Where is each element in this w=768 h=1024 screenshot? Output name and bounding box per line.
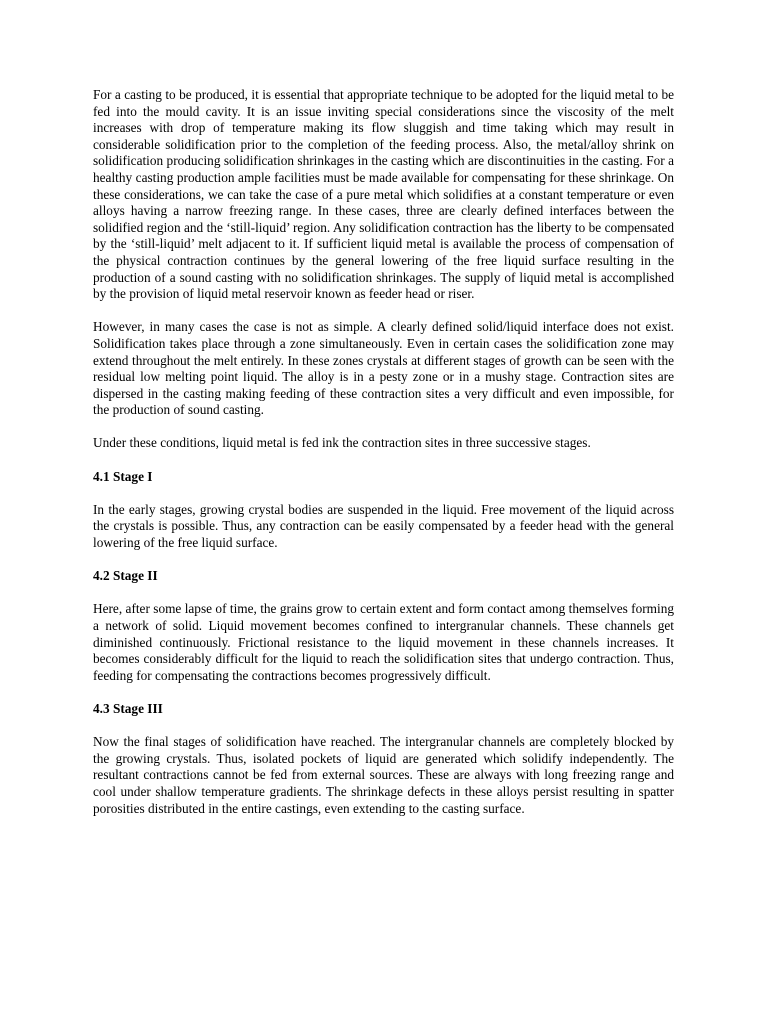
paragraph-stage-2: Here, after some lapse of time, the grains grow to certain extent and form contact among themselves forming a network of solid. Liquid movement becomes confined to intergranular channels. These channels get diminished continuously. Frictional resistance to the liquid movement in these channels increases. It becomes considerably difficult for the liquid to reach the solidification sites that undergo contraction. Thus, feeding for compensating the contractions becomes progressively difficult. bbox=[93, 601, 674, 683]
document-page bbox=[93, 87, 674, 834]
section-heading-stage-3: 4.3 Stage III bbox=[93, 700, 163, 716]
section-heading-stage-2: 4.2 Stage II bbox=[93, 568, 158, 584]
paragraph-stage-3: Now the final stages of solidification have reached. The intergranular channels are completely blocked by the growing crystals. Thus, isolated pockets of liquid are generated which solidify independently. The resultant contractions cannot be fed from external sources. These are always with long freezing range and cool under shallow temperature gradients. The shrinkage defects in these alloys persist resulting in spatter porosities distributed in the entire castings, even extending to the casting surface. bbox=[93, 734, 674, 816]
paragraph-three-stages: Under these conditions, liquid metal is fed ink the contraction sites in three successive stages. bbox=[93, 435, 591, 451]
section-heading-stage-1: 4.1 Stage I bbox=[93, 468, 153, 484]
paragraph-mushy-zone: However, in many cases the case is not as simple. A clearly defined solid/liquid interface does not exist. Solidification takes place through a zone simultaneously. Even in certain cases the solidification zone may extend throughout the melt entirely. In these zones crystals at different stages of growth can be seen with the residual low melting point liquid. The alloy is in a pesty zone or in a mushy stage. Contraction sites are dispersed in the casting making feeding of these contraction sites a very difficult and even impossible, for the production of sound casting. bbox=[93, 319, 674, 418]
paragraph-feeding-intro: For a casting to be produced, it is essential that appropriate technique to be adopted for the liquid metal to be fed into the mould cavity. It is an issue inviting special considerations since the viscosity of the melt increases with drop of temperature making its flow sluggish and time taking which may result in considerable solidification prior to the completion of the feeding process. Also, the metal/alloy shrink on solidification producing solidification shrinkages in the casting which are discontinuities in the casting. For a healthy casting production ample facilities must be made available for compensating for these shrinkage. On these considerations, we can take the case of a pure metal which solidifies at a constant temperature or even alloys having a narrow freezing range. In these cases, three are clearly defined interfaces between the solidified region and the ‘still-liquid’ region. Any solidification contraction has the liberty to be compensated by the ‘still-liquid’ melt adjacent to it. If sufficient liquid metal is available the process of compensation of the physical contraction continues by the general lowering of the free liquid surface resulting in the production of a sound casting with no solidification shrinkages. The supply of liquid metal is accomplished by the provision of liquid metal reservoir known as feeder head or riser. bbox=[93, 87, 674, 302]
paragraph-stage-1: In the early stages, growing crystal bodies are suspended in the liquid. Free movement of the liquid across the crystals is possible. Thus, any contraction can be easily compensated by a feeder head with the general lowering of the free liquid surface. bbox=[93, 501, 674, 551]
